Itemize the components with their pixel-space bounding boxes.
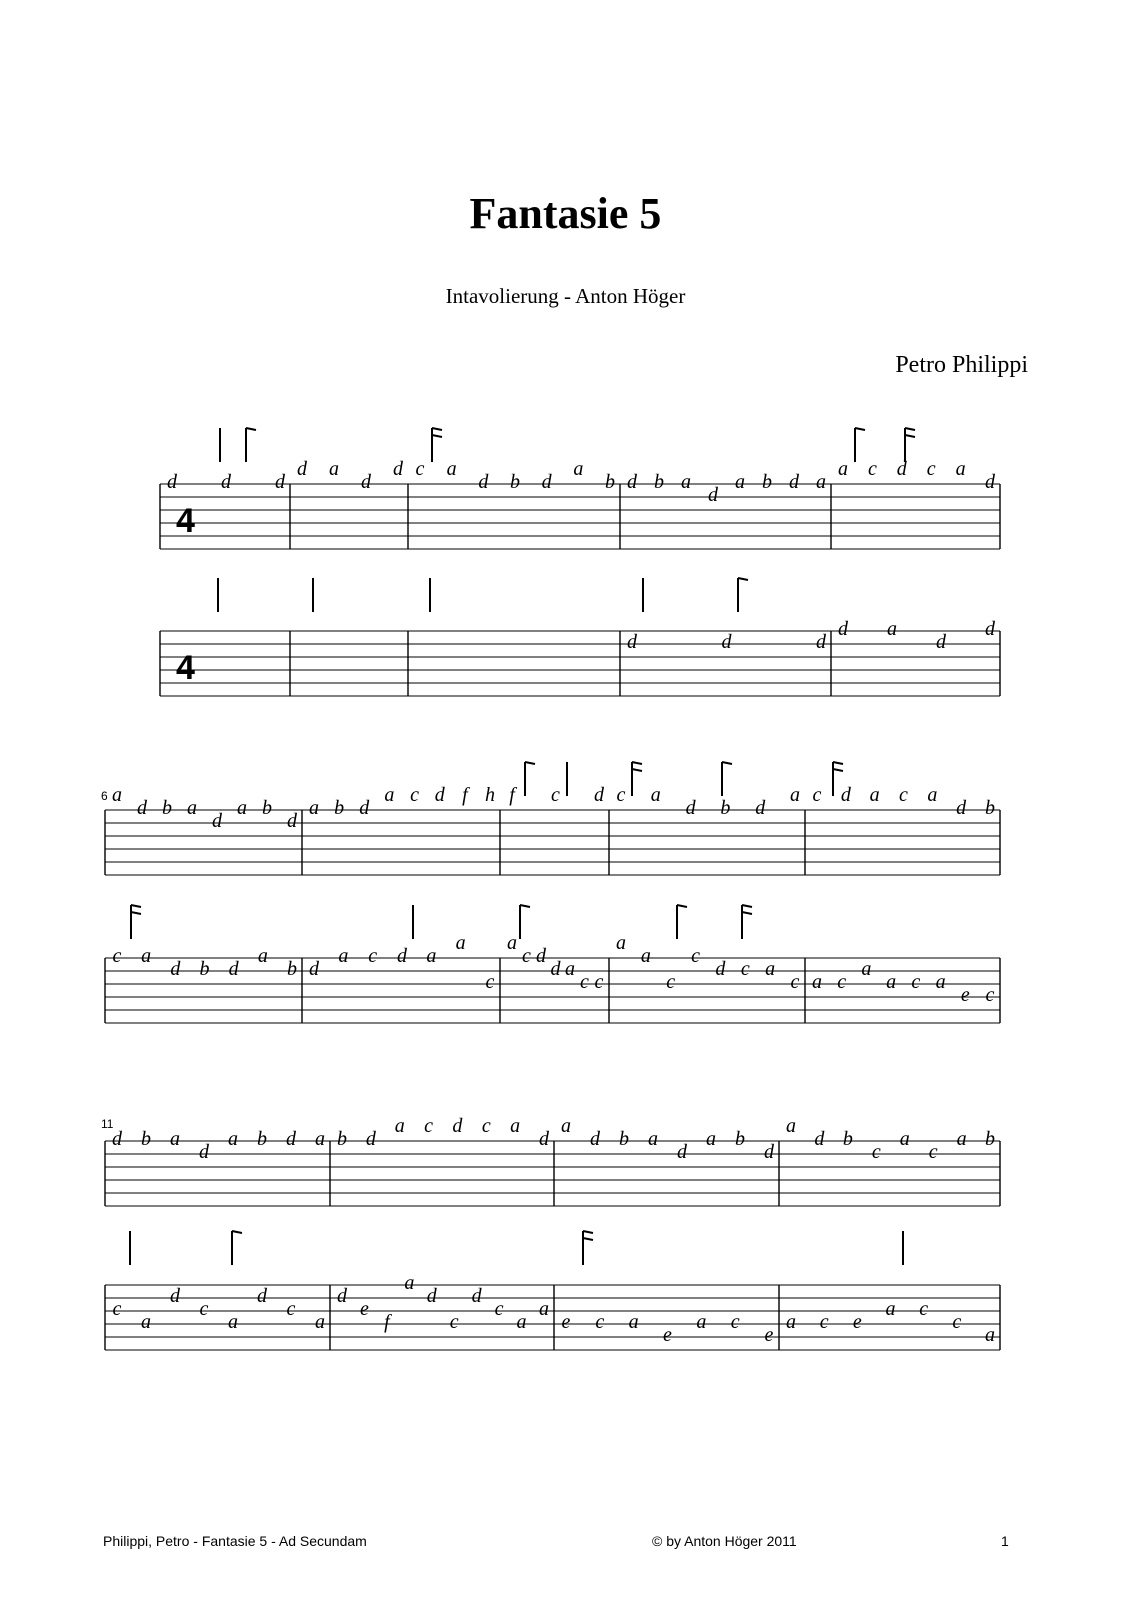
rhythm-flag xyxy=(131,905,141,907)
tab-letter: d xyxy=(985,618,995,640)
tab-letter: a xyxy=(170,1128,180,1150)
tab-letter: e xyxy=(960,984,970,1006)
tab-letter: a xyxy=(507,932,517,954)
tab-letter: a xyxy=(650,784,661,806)
tab-letter: d xyxy=(170,1285,180,1307)
tab-letter: c xyxy=(485,971,495,993)
tab-letter: d xyxy=(297,458,307,480)
tab-letter: d xyxy=(137,797,147,819)
tab-letter: b xyxy=(605,471,615,493)
tab-letter: d xyxy=(228,958,239,980)
rhythm-flag xyxy=(583,1231,593,1233)
tab-letter: a xyxy=(539,1298,549,1320)
rhythm-flag xyxy=(738,578,748,580)
tab-letter: d xyxy=(393,458,403,480)
tab-letter: b xyxy=(287,958,297,980)
tab-letter: d xyxy=(257,1285,267,1307)
measure-number: 6 xyxy=(101,789,108,803)
page-number: 1 xyxy=(1001,1533,1009,1549)
tab-letter: a xyxy=(696,1311,707,1333)
time-signature: 4 xyxy=(176,502,195,540)
tab-letter: a xyxy=(446,458,457,480)
rhythm-flag xyxy=(632,769,642,771)
tab-letter: c xyxy=(551,784,560,806)
tab-letter: c xyxy=(286,1298,296,1320)
tab-letter: c xyxy=(985,984,995,1006)
tab-letter: a xyxy=(927,784,938,806)
rhythm-flag xyxy=(742,912,752,914)
tab-letter: c xyxy=(812,784,822,806)
tab-letter: a xyxy=(786,1115,796,1137)
rhythm-flag xyxy=(232,1231,242,1233)
tab-letter: b xyxy=(619,1128,629,1150)
tab-letter: a xyxy=(426,945,437,967)
tab-letter: d xyxy=(309,958,319,980)
tab-letter: a xyxy=(956,1128,967,1150)
tab-letter: a xyxy=(706,1128,716,1150)
tab-letter: d xyxy=(816,631,826,653)
tab-letter: c xyxy=(449,1311,459,1333)
tab-letter: a xyxy=(616,932,626,954)
tab-letter: a xyxy=(985,1324,995,1346)
tab-letter: d xyxy=(814,1128,825,1150)
tab-letter: c xyxy=(928,1141,938,1163)
tab-letter: a xyxy=(112,784,122,806)
tab-letter: c xyxy=(594,971,604,993)
tab-letter: c xyxy=(740,958,750,980)
tab-letter: b xyxy=(257,1128,267,1150)
rhythm-flag xyxy=(905,428,915,430)
tab-letter: a xyxy=(329,458,339,480)
tab-letter: b xyxy=(654,471,664,493)
tab-letter: a xyxy=(816,471,826,493)
tab-letter: b xyxy=(985,797,995,819)
tab-letter: c xyxy=(522,945,531,967)
tab-letter: d xyxy=(365,1128,376,1150)
tab-letter: b xyxy=(510,471,520,493)
tab-letter: d xyxy=(275,471,285,493)
tab-letter: d xyxy=(985,471,995,493)
tab-letter: c xyxy=(730,1311,740,1333)
tab-letter: a xyxy=(141,945,152,967)
rhythm-flag xyxy=(520,905,530,907)
tab-letter: e xyxy=(663,1324,672,1346)
tab-letter: d xyxy=(715,958,726,980)
tab-letter: d xyxy=(677,1141,687,1163)
tab-letter: a xyxy=(861,958,872,980)
tab-letter: d xyxy=(550,958,561,980)
tab-letter: c xyxy=(871,1141,881,1163)
tab-letter: a xyxy=(455,932,466,954)
tab-letter: c xyxy=(926,458,936,480)
tab-letter: d xyxy=(685,797,696,819)
tab-letter: c xyxy=(112,1298,122,1320)
rhythm-flag xyxy=(855,428,865,430)
tab-letter: a xyxy=(628,1311,639,1333)
tab-letter: a xyxy=(141,1311,151,1333)
rhythm-flag xyxy=(432,435,442,437)
tab-letter: b xyxy=(141,1128,151,1150)
rhythm-flag xyxy=(833,762,843,764)
tab-letter: f xyxy=(462,784,468,806)
tab-letter: e xyxy=(764,1324,774,1346)
tab-letter: f xyxy=(509,784,515,806)
tab-letter: d xyxy=(721,631,732,653)
tab-letter: a xyxy=(315,1311,325,1333)
tab-letter: a xyxy=(812,971,822,993)
rhythm-flag xyxy=(905,435,915,437)
tab-letter: h xyxy=(485,784,495,806)
rhythm-flag xyxy=(525,762,535,764)
tab-letter: d xyxy=(361,471,371,493)
tab-letter: a xyxy=(187,797,197,819)
tab-letter: c xyxy=(424,1115,434,1137)
tab-letter: c xyxy=(199,1298,209,1320)
rhythm-flag xyxy=(432,428,442,430)
tab-letter: c xyxy=(580,971,589,993)
tab-letter: a xyxy=(384,784,395,806)
tab-letter: d xyxy=(434,784,445,806)
rhythm-flag xyxy=(742,905,752,907)
tab-letter: d xyxy=(167,471,177,493)
tab-letter: a xyxy=(790,784,800,806)
tab-letter: b xyxy=(720,797,731,819)
tab-letter: a xyxy=(404,1272,415,1294)
tab-letter: a xyxy=(885,1298,896,1320)
tab-letter: b xyxy=(162,797,172,819)
tab-letter: d xyxy=(212,810,222,832)
tab-letter: a xyxy=(315,1128,325,1150)
tab-letter: a xyxy=(899,1128,910,1150)
tab-letter: c xyxy=(837,971,847,993)
tab-letter: d xyxy=(337,1285,347,1307)
arranger-credit: Intavolierung - Anton Höger xyxy=(445,284,686,308)
tab-letter: d xyxy=(627,471,637,493)
tab-letter: d xyxy=(840,784,851,806)
tab-letter: d xyxy=(896,458,907,480)
tab-letter: a xyxy=(561,1115,571,1137)
rhythm-flag xyxy=(677,905,687,907)
tab-letter: a xyxy=(735,471,745,493)
tab-letter: b xyxy=(262,797,272,819)
tab-letter: a xyxy=(648,1128,658,1150)
tab-letter: a xyxy=(935,971,946,993)
tab-letter: d xyxy=(170,958,181,980)
rhythm-flag xyxy=(583,1238,593,1240)
tab-letter: d xyxy=(221,471,231,493)
tab-letter: e xyxy=(561,1311,571,1333)
tab-letter: c xyxy=(790,971,800,993)
tab-letter: a xyxy=(228,1311,238,1333)
tab-letter: a xyxy=(573,458,584,480)
tab-letter: a xyxy=(955,458,966,480)
tab-letter: c xyxy=(919,1298,929,1320)
tab-letter: c xyxy=(368,945,378,967)
tab-letter: d xyxy=(956,797,967,819)
tab-letter: a xyxy=(257,945,268,967)
tab-letter: d xyxy=(471,1285,482,1307)
tab-letter: d xyxy=(452,1115,463,1137)
tab-letter: d xyxy=(755,797,766,819)
tab-letter: a xyxy=(510,1115,521,1137)
piece-title: Fantasie 5 xyxy=(469,189,662,238)
tab-letter: b xyxy=(842,1128,853,1150)
tab-letter: a xyxy=(765,958,776,980)
tab-letter: d xyxy=(708,484,718,506)
tab-letter: d xyxy=(590,1128,600,1150)
tab-letter: d xyxy=(112,1128,122,1150)
rhythm-flag xyxy=(131,912,141,914)
tab-letter: b xyxy=(985,1128,995,1150)
tab-letter: a xyxy=(565,958,575,980)
tab-letter: d xyxy=(426,1285,437,1307)
footer-copyright: © by Anton Höger 2011 xyxy=(652,1533,797,1549)
tab-letter: d xyxy=(936,631,946,653)
tab-letter: a xyxy=(237,797,247,819)
tab-letter: c xyxy=(616,784,626,806)
tab-letter: d xyxy=(838,618,848,640)
tab-letter: c xyxy=(666,971,676,993)
tab-letter: c xyxy=(415,458,425,480)
tab-letter: c xyxy=(911,971,921,993)
tab-letter: c xyxy=(494,1298,504,1320)
tab-letter: c xyxy=(481,1115,491,1137)
tab-letter: a xyxy=(886,971,897,993)
rhythm-flag xyxy=(246,428,256,430)
tab-letter: d xyxy=(397,945,407,967)
tab-letter: d xyxy=(286,1128,296,1150)
composer-name: Petro Philippi xyxy=(895,352,1028,378)
tab-letter: a xyxy=(338,945,349,967)
tab-letter: a xyxy=(838,458,848,480)
tab-letter: d xyxy=(359,797,370,819)
tab-letter: d xyxy=(541,471,552,493)
tab-letter: d xyxy=(539,1128,549,1150)
tab-letter: b xyxy=(337,1128,347,1150)
tab-letter: f xyxy=(384,1311,390,1333)
rhythm-flag xyxy=(722,762,732,764)
tab-letter: c xyxy=(899,784,908,806)
tab-letter: a xyxy=(516,1311,527,1333)
measure-number: 11 xyxy=(101,1117,114,1131)
tab-letter: a xyxy=(309,797,319,819)
tab-letter: d xyxy=(764,1141,774,1163)
footer-source: Philippi, Petro - Fantasie 5 - Ad Secundam xyxy=(103,1533,367,1549)
tab-letter: d xyxy=(536,945,546,967)
tab-letter: a xyxy=(869,784,880,806)
tab-letter: a xyxy=(887,618,897,640)
tab-letter: b xyxy=(735,1128,745,1150)
tab-letter: a xyxy=(228,1128,238,1150)
tab-letter: e xyxy=(852,1311,862,1333)
tab-letter: c xyxy=(952,1311,962,1333)
tab-letter: d xyxy=(789,471,799,493)
tab-letter: c xyxy=(867,458,877,480)
tab-letter: a xyxy=(786,1311,796,1333)
tab-letter: d xyxy=(199,1141,209,1163)
tab-letter: b xyxy=(199,958,210,980)
tab-letter: d xyxy=(478,471,489,493)
tab-letter: d xyxy=(594,784,604,806)
tab-letter: d xyxy=(287,810,297,832)
tab-letter: e xyxy=(359,1298,369,1320)
tab-letter: c xyxy=(595,1311,605,1333)
rhythm-flag xyxy=(833,769,843,771)
tab-letter: c xyxy=(410,784,420,806)
rhythm-flag xyxy=(632,762,642,764)
tab-letter: a xyxy=(681,471,691,493)
tab-letter: b xyxy=(762,471,772,493)
tab-letter: a xyxy=(394,1115,405,1137)
tab-letter: c xyxy=(819,1311,829,1333)
tab-letter: a xyxy=(640,945,651,967)
tab-letter: b xyxy=(334,797,345,819)
tab-letter: d xyxy=(627,631,637,653)
tab-letter: c xyxy=(112,945,122,967)
tab-letter: c xyxy=(691,945,701,967)
time-signature: 4 xyxy=(176,649,195,687)
